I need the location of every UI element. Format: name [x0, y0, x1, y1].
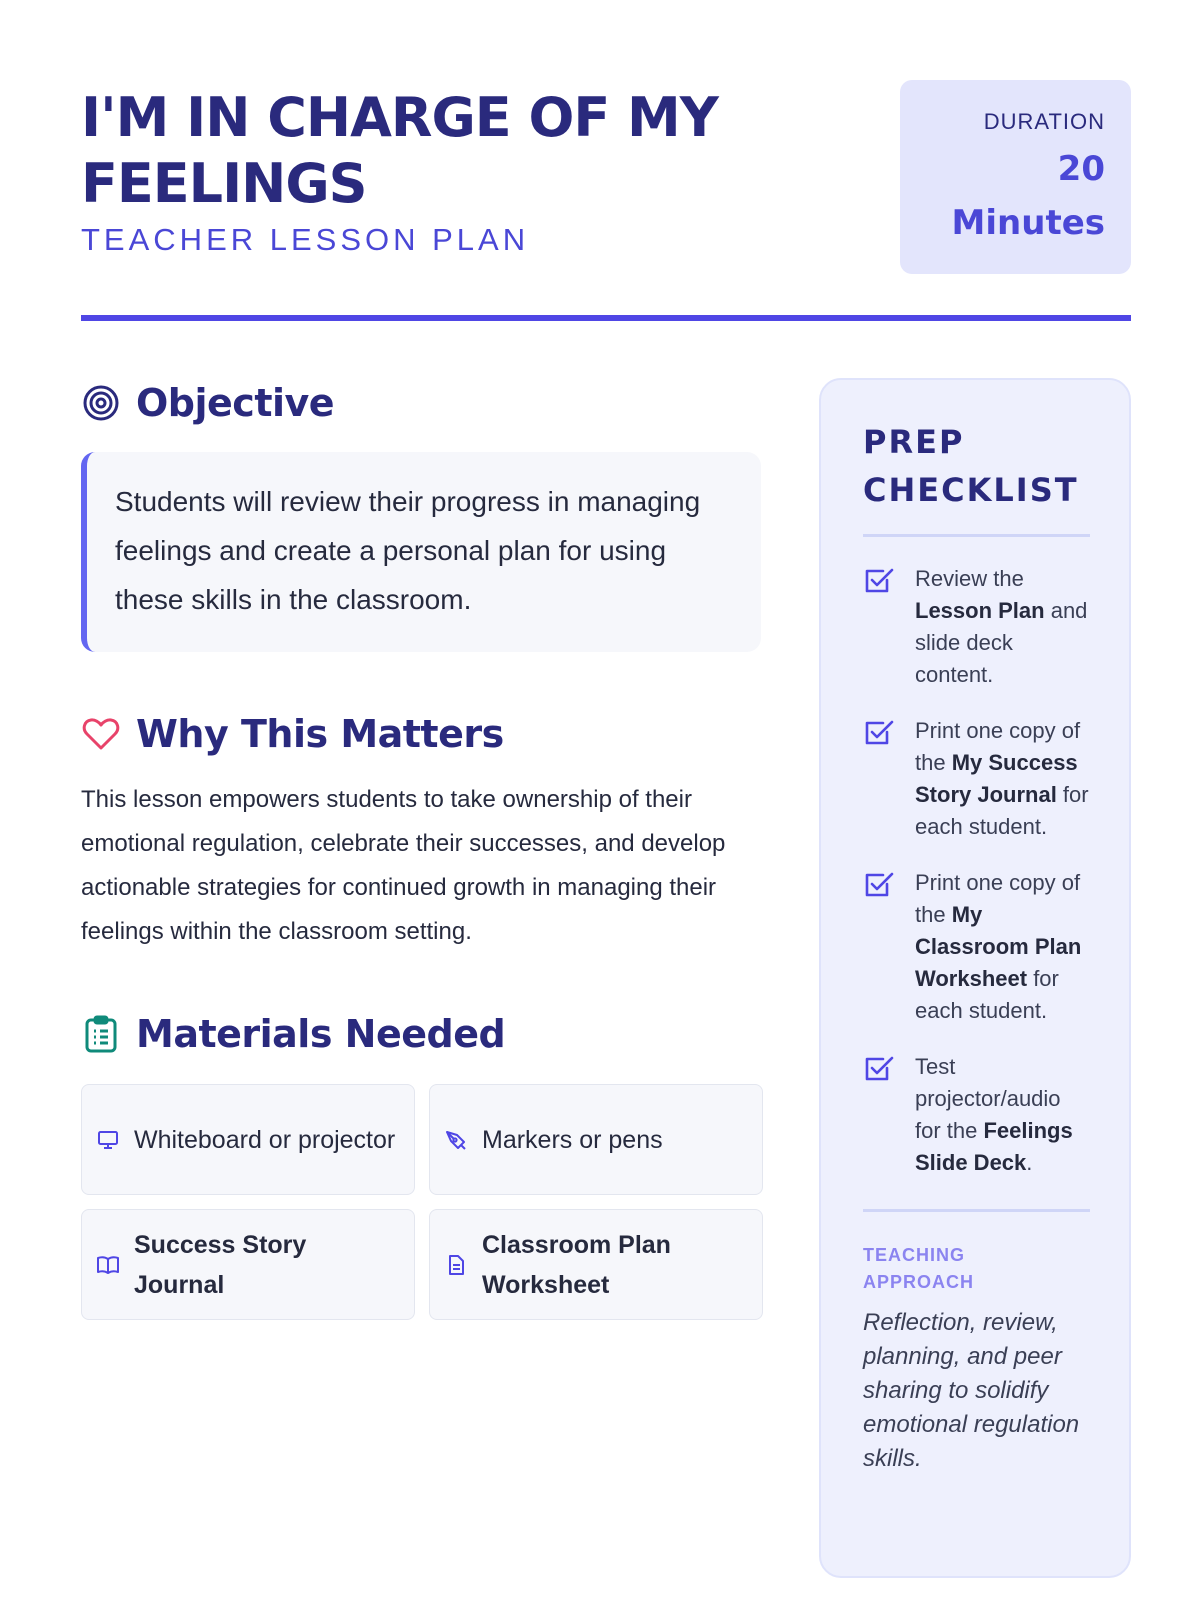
- checkbox-checked-icon: [863, 565, 895, 597]
- checklist-text: Print one copy of the My Success Story Journal for each student.: [915, 718, 1089, 839]
- checklist-item: [863, 715, 1089, 843]
- checklist-item: [863, 867, 1089, 1027]
- checkbox-checked-icon: [863, 869, 895, 901]
- duration-card: [900, 80, 1131, 274]
- lesson-title: I'M IN CHARGE OF MY FEELINGS: [81, 86, 718, 215]
- pen-icon: [444, 1128, 468, 1152]
- checklist-text: Print one copy of the My Classroom Plan Worksheet for each student.: [915, 870, 1082, 1023]
- teaching-approach-text: Reflection, review, planning, and peer sharing to solidify emotional regulation skills.: [863, 1309, 1080, 1472]
- clipboard-icon: [81, 1014, 121, 1054]
- prep-title: PREP CHECKLIST: [863, 423, 1079, 509]
- material-card: [81, 1209, 415, 1320]
- checklist-text: Review the Lesson Plan and slide deck content.: [915, 566, 1088, 687]
- material-label: Whiteboard or projector: [134, 1125, 396, 1154]
- prep-checklist: [863, 563, 1089, 1179]
- teaching-approach-label: TEACHING APPROACH: [863, 1245, 975, 1292]
- checkbox-checked-icon: [863, 717, 895, 749]
- header-divider: [81, 315, 1131, 321]
- why-heading: Why This Matters: [136, 712, 504, 756]
- heart-icon: [81, 714, 121, 754]
- lesson-header: [81, 80, 1131, 275]
- material-label: Success Story Journal: [134, 1230, 307, 1299]
- why-text: This lesson empowers students to take ownership of their emotional regulation, celebrate their successes, and develop actionable strategies for continued growth in managing their feelings within the classroom setting.: [81, 786, 726, 945]
- sidebar-divider: [863, 534, 1090, 537]
- material-card: [429, 1209, 763, 1320]
- monitor-icon: [96, 1128, 120, 1152]
- checklist-item: [863, 1051, 1089, 1179]
- objective-text: Students will review their progress in managing feelings and create a personal plan for using these skills in the classroom.: [81, 452, 761, 652]
- material-card: [81, 1084, 415, 1195]
- book-icon: [96, 1253, 120, 1277]
- checklist-text: Test projector/audio for the Feelings Slide Deck.: [915, 1054, 1073, 1175]
- checkbox-checked-icon: [863, 1053, 895, 1085]
- lesson-subtitle: TEACHER LESSON PLAN: [81, 222, 530, 257]
- materials-grid: [81, 1084, 761, 1320]
- objective-heading: Objective: [136, 381, 335, 425]
- prep-sidebar: [819, 378, 1131, 1578]
- materials-heading-row: [81, 1006, 761, 1062]
- materials-heading: Materials Needed: [136, 1012, 506, 1056]
- sidebar-divider: [863, 1209, 1090, 1212]
- duration-label: DURATION: [983, 109, 1105, 134]
- document-icon: [444, 1253, 468, 1277]
- duration-unit: Minutes: [951, 203, 1105, 243]
- material-card: [429, 1084, 763, 1195]
- material-label: Classroom Plan Worksheet: [482, 1230, 671, 1299]
- target-icon: [81, 383, 121, 423]
- duration-value: 20: [1057, 149, 1105, 189]
- objective-heading-row: [81, 375, 761, 431]
- checklist-item: [863, 563, 1089, 691]
- material-label: Markers or pens: [482, 1125, 663, 1154]
- main-content: [81, 375, 761, 1320]
- why-heading-row: [81, 706, 761, 762]
